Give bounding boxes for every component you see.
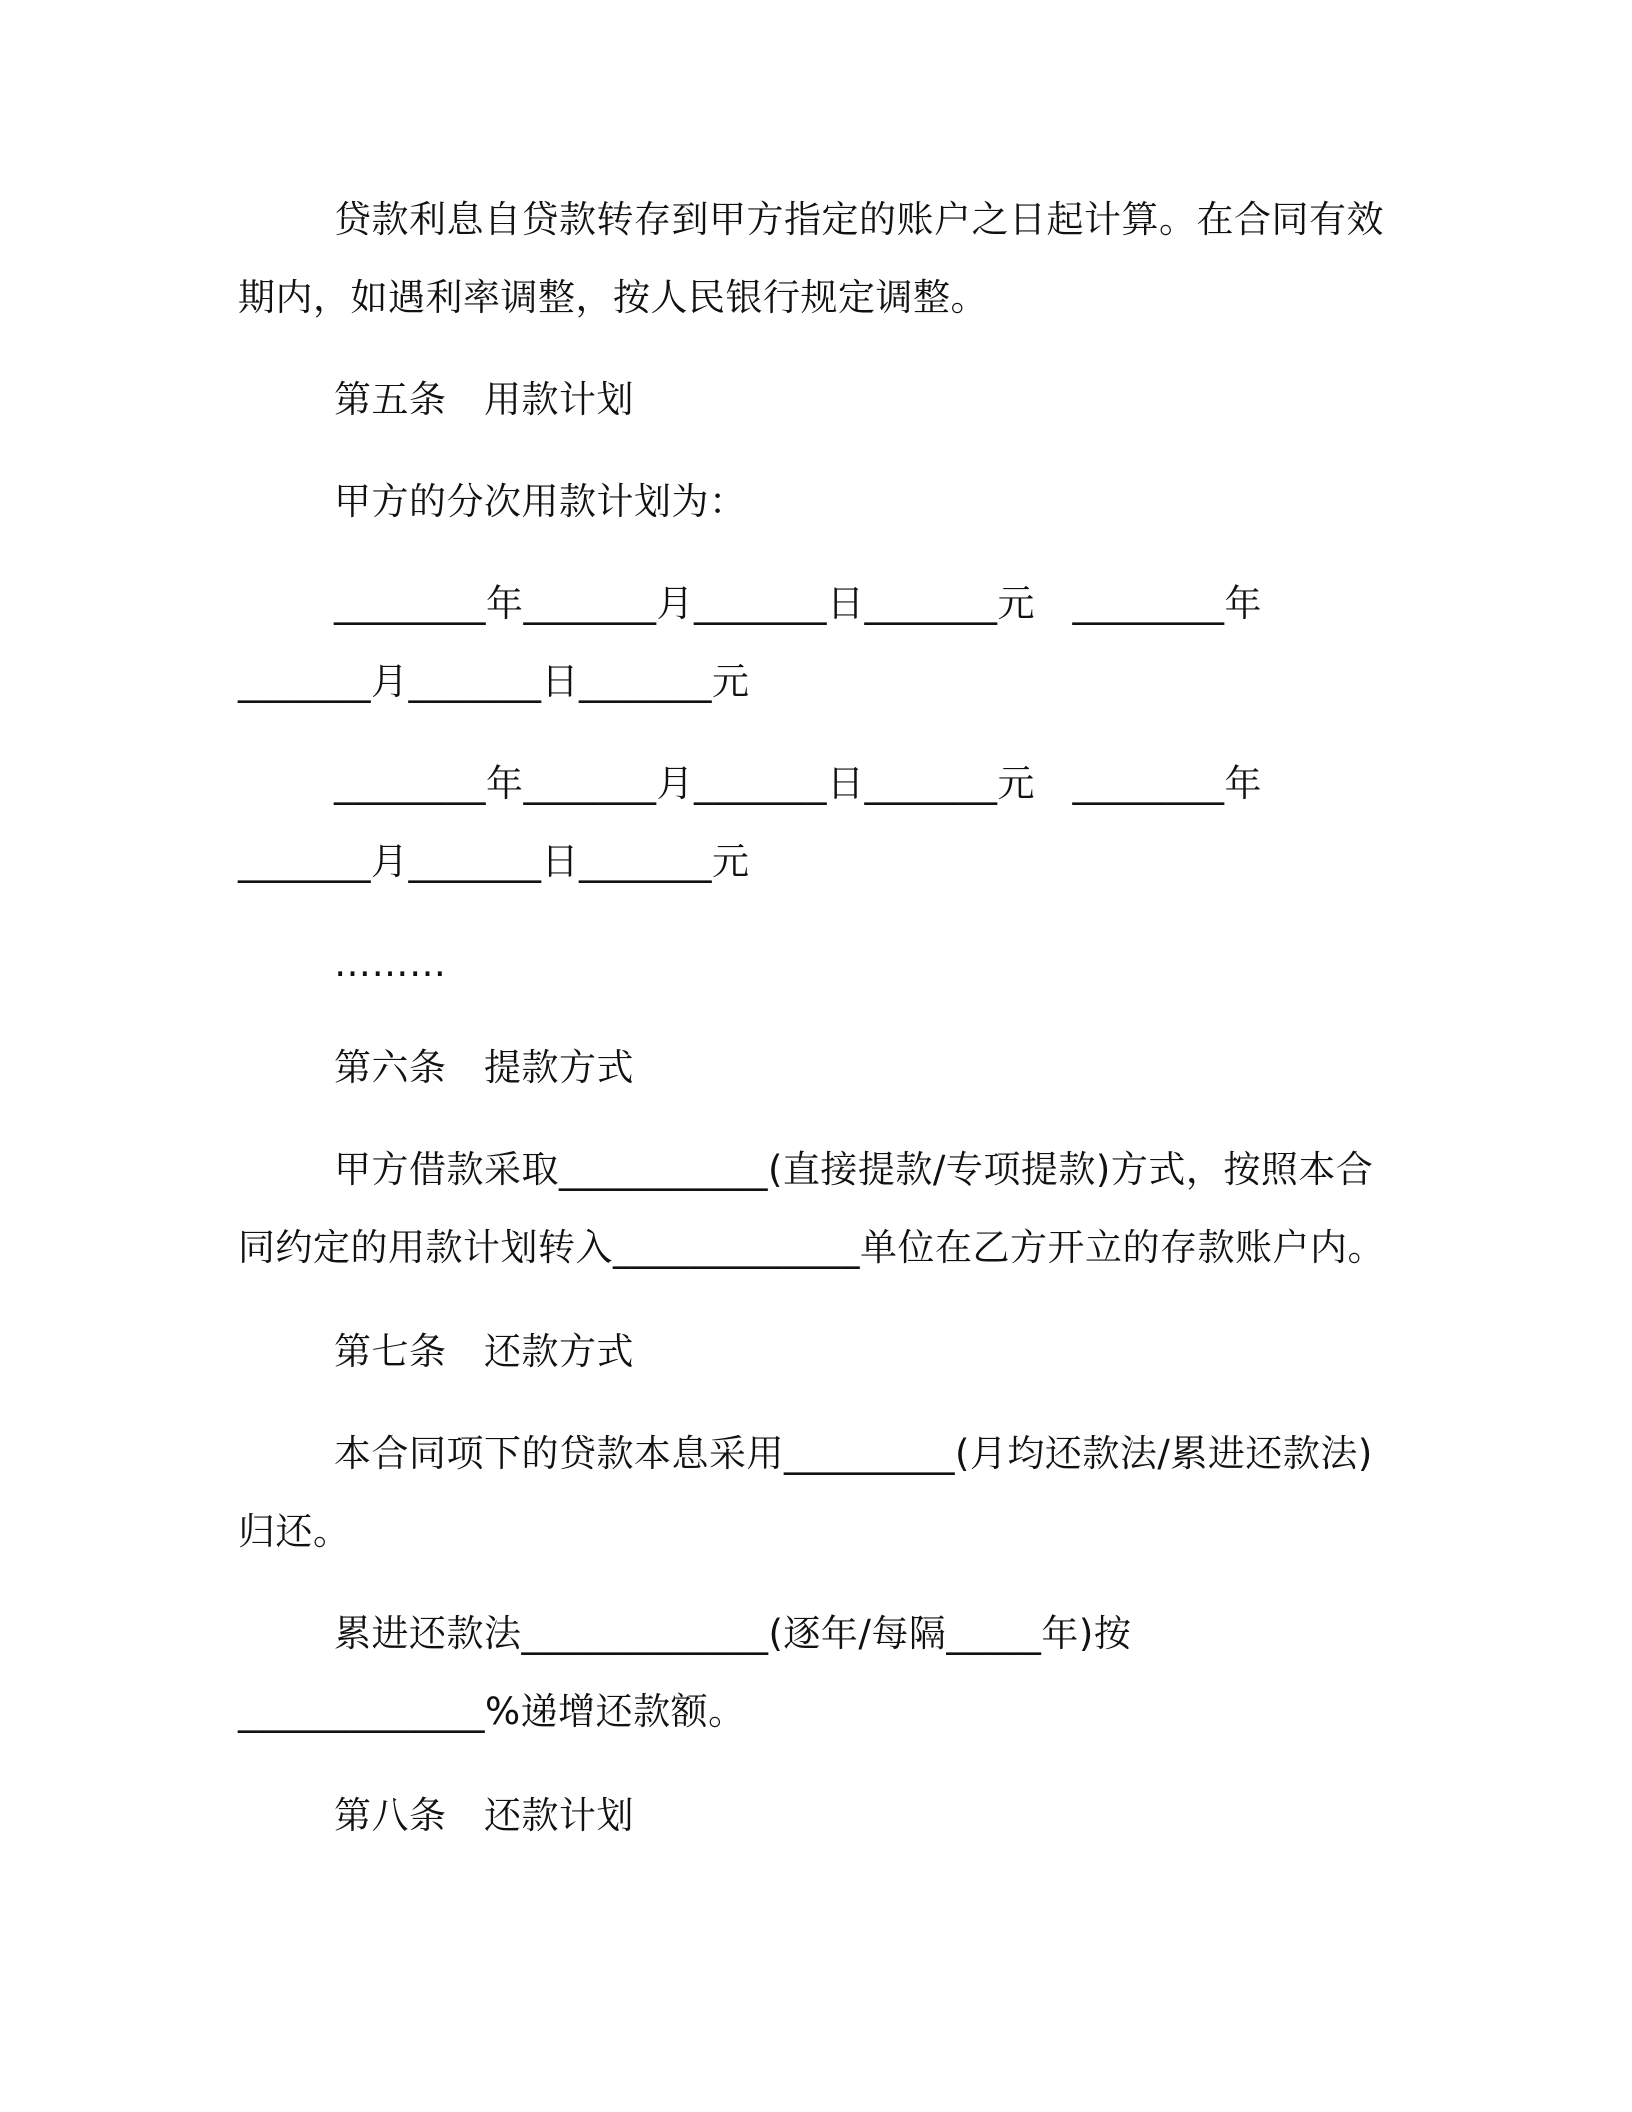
paragraph-repayment: 本合同项下的贷款本息采用_________(月均还款法/累进还款法) [334,1432,1373,1475]
paragraph-interest-start: 贷款利息自贷款转存到甲方指定的账户之日起计算。在合同有效 [334,198,1384,241]
plan-row-1a: ________年_______月_______日_______元 ________年 [334,582,1262,625]
heading-article-7: 第七条 还款方式 [334,1330,634,1373]
paragraph-interest-cont: 期内，如遇利率调整，按人民银行规定调整。 [238,276,988,319]
plan-row-2a: ________年_______月_______日_______元 ________年 [334,762,1262,805]
paragraph-progressive: 累进还款法_____________(逐年/每隔_____年)按 [334,1612,1132,1655]
paragraph-progressive-cont: _____________%递增还款额。 [238,1690,746,1733]
paragraph-plan-intro: 甲方的分次用款计划为： [334,480,747,523]
paragraph-withdrawal-cont: 同约定的用款计划转入_____________单位在乙方开立的存款账户内。 [238,1226,1385,1269]
heading-article-5: 第五条 用款计划 [334,378,634,421]
paragraph-repayment-cont: 归还。 [238,1510,351,1553]
heading-article-6: 第六条 提款方式 [334,1046,634,1089]
plan-row-1b: _______月_______日_______元 [238,660,750,703]
ellipsis: ……… [334,942,447,985]
heading-article-8: 第八条 还款计划 [334,1794,634,1837]
plan-row-2b: _______月_______日_______元 [238,840,750,883]
paragraph-withdrawal: 甲方借款采取___________(直接提款/专项提款)方式，按照本合 [334,1148,1374,1191]
